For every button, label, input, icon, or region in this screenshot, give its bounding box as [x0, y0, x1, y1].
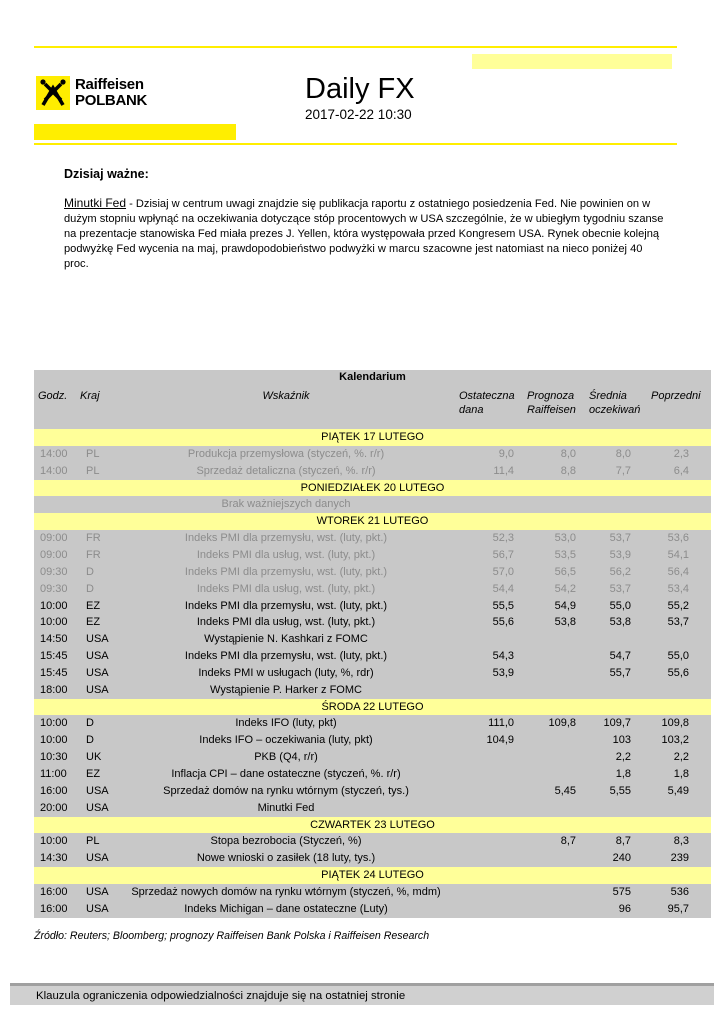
cell-final: 55,5 [492, 600, 514, 612]
cell-indicator: Sprzedaż domów na rynku wtórnym (styczeń, tys.) [163, 785, 409, 797]
cell-time: 16:00 [40, 903, 68, 915]
cell-average: 1,8 [615, 768, 631, 780]
cell-previous: 536 [670, 886, 689, 898]
cell-indicator: Wystąpienie P. Harker z FOMC [210, 684, 362, 696]
calendar-row [34, 614, 711, 631]
cell-time: 10:00 [40, 835, 68, 847]
cell-previous: 8,3 [673, 835, 689, 847]
cell-previous: 55,0 [667, 650, 689, 662]
cell-country: D [86, 566, 94, 578]
cell-time: 20:00 [40, 802, 68, 814]
cell-forecast: 53,0 [554, 532, 576, 544]
cell-country: USA [86, 852, 109, 864]
calendar-row [34, 800, 711, 817]
cell-previous: 2,3 [673, 448, 689, 460]
cell-final: 52,3 [492, 532, 514, 544]
cell-previous: 6,4 [673, 465, 689, 477]
cell-final: 111,0 [488, 717, 514, 729]
cell-final: 53,9 [492, 667, 514, 679]
calendar-row [34, 665, 711, 682]
cell-previous: 53,4 [667, 583, 689, 595]
calendar-row [34, 446, 711, 463]
cell-previous: 109,8 [661, 717, 689, 729]
important-paragraph [64, 196, 664, 272]
header-yellow-rule [34, 143, 677, 145]
cell-indicator: Brak ważniejszych danych [221, 498, 351, 510]
cell-average: 53,8 [609, 616, 631, 628]
calendar-title: Kalendarium [339, 371, 406, 383]
cell-previous: 55,6 [667, 667, 689, 679]
cell-indicator: Inflacja CPI – dane ostateczne (styczeń, %. r/r) [171, 768, 401, 780]
cell-final: 54,3 [492, 650, 514, 662]
cell-previous: 95,7 [667, 903, 689, 915]
cell-average: 2,2 [615, 751, 631, 763]
cell-indicator: PKB (Q4, r/r) [254, 751, 318, 763]
important-heading: Dzisiaj ważne: [64, 167, 149, 181]
cell-country: D [86, 734, 94, 746]
day-header-row: PONIEDZIAŁEK 20 LUTEGO [34, 480, 711, 497]
calendar-row [34, 598, 711, 615]
cell-time: 11:00 [40, 768, 67, 780]
cell-time: 16:00 [40, 785, 68, 797]
cell-time: 15:45 [40, 667, 68, 679]
cell-country: EZ [86, 768, 101, 780]
cell-forecast: 53,8 [554, 616, 576, 628]
cell-indicator: Indeks PMI dla usług, wst. (luty, pkt.) [196, 549, 376, 561]
top-yellow-block [472, 54, 672, 69]
calendar-row [34, 682, 711, 699]
brand-line2: POLBANK [75, 92, 148, 109]
cell-previous: 5,49 [667, 785, 689, 797]
cell-indicator: Indeks Michigan – dane ostateczne (Luty) [184, 903, 388, 915]
raiffeisen-gable-cross-icon [36, 76, 70, 110]
cell-time: 14:00 [40, 465, 68, 477]
cell-country: USA [86, 785, 109, 797]
cell-final: 9,0 [498, 448, 514, 460]
cell-forecast: 8,0 [560, 448, 576, 460]
col-average-l1: Średnia [589, 390, 627, 402]
raiffeisen-polbank-logo [36, 76, 161, 110]
day-header-row: PIĄTEK 24 LUTEGO [34, 867, 711, 884]
calendar-row [34, 496, 711, 513]
cell-forecast: 109,8 [548, 717, 576, 729]
cell-time: 14:30 [40, 852, 68, 864]
cell-average: 53,7 [609, 532, 631, 544]
cell-time: 16:00 [40, 886, 68, 898]
cell-average: 53,7 [609, 583, 631, 595]
cell-indicator: Indeks PMI dla usług, wst. (luty, pkt.) [196, 583, 376, 595]
page-title: Daily FX [305, 73, 415, 105]
cell-country: FR [86, 532, 101, 544]
calendar-row [34, 648, 711, 665]
calendar-header [34, 370, 711, 429]
cell-indicator: Wystąpienie N. Kashkari z FOMC [204, 633, 368, 645]
cell-indicator: Indeks PMI dla przemysłu, wst. (luty, pkt.) [184, 566, 388, 578]
cell-country: PL [86, 465, 100, 477]
calendar-row [34, 884, 711, 901]
cell-forecast: 54,9 [554, 600, 576, 612]
cell-average: 8,7 [615, 835, 631, 847]
cell-country: D [86, 717, 94, 729]
cell-final: 11,4 [493, 465, 514, 477]
cell-final: 54,4 [492, 583, 514, 595]
calendar-row [34, 463, 711, 480]
calendar-row [34, 833, 711, 850]
cell-indicator: Nowe wnioski o zasiłek (18 luty, tys.) [196, 852, 376, 864]
cell-country: D [86, 583, 94, 595]
important-text: - Dzisiaj w centrum uwagi znajdzie się publikacja raportu z ostatniego posiedzenia Fed. Nie powinien on w dużym stopniu wpłynąć na oczekiwania dotyczące stóp procentowych w USA szczególnie, że w ubiegłym tygodniu szanse na prezentacje stanowiska Fed miała prezes J. Yellen, która występowała przed Kongresem USA. Rynek obecnie kolejną podwyżkę Fed wycenia na maj, prawdopodobieństwo podwyżki w marcu szacowne jest natomiast na nieco poniżej 40 proc. [64, 198, 664, 270]
cell-average: 103 [612, 734, 631, 746]
cell-time: 14:00 [40, 448, 68, 460]
calendar-row [34, 631, 711, 648]
cell-time: 15:45 [40, 650, 68, 662]
cell-forecast: 54,2 [554, 583, 576, 595]
left-yellow-block [34, 124, 236, 140]
col-final-l2: dana [459, 404, 484, 416]
col-average-l2: oczekiwań [589, 404, 641, 416]
cell-average: 56,2 [609, 566, 631, 578]
cell-previous: 2,2 [673, 751, 689, 763]
col-country: Kraj [80, 390, 100, 402]
cell-country: USA [86, 903, 109, 915]
calendar-row [34, 850, 711, 867]
cell-indicator: Indeks IFO (luty, pkt) [235, 717, 337, 729]
cell-time: 10:00 [40, 717, 68, 729]
cell-time: 09:00 [40, 532, 68, 544]
calendar-row [34, 732, 711, 749]
cell-forecast: 56,5 [554, 566, 576, 578]
cell-indicator: Sprzedaż detaliczna (styczeń, %. r/r) [196, 465, 376, 477]
cell-time: 09:30 [40, 583, 68, 595]
source-note: Źródło: Reuters; Bloomberg; prognozy Raiffeisen Bank Polska i Raiffeisen Research [34, 930, 430, 942]
calendar-row [34, 783, 711, 800]
cell-time: 09:30 [40, 566, 68, 578]
cell-previous: 54,1 [667, 549, 689, 561]
cell-average: 55,0 [609, 600, 631, 612]
footer-rule [10, 983, 714, 986]
cell-time: 09:00 [40, 549, 68, 561]
cell-indicator: Indeks PMI dla usług, wst. (luty, pkt.) [196, 616, 376, 628]
calendar-row [34, 715, 711, 732]
cell-previous: 53,6 [667, 532, 689, 544]
col-previous: Poprzedni [651, 390, 701, 402]
cell-country: PL [86, 835, 100, 847]
cell-indicator: Produkcja przemysłowa (styczeń, %. r/r) [187, 448, 385, 460]
cell-previous: 239 [670, 852, 689, 864]
cell-country: USA [86, 650, 109, 662]
calendar-row [34, 581, 711, 598]
cell-average: 54,7 [609, 650, 631, 662]
col-time: Godz. [38, 390, 68, 402]
cell-average: 96 [618, 903, 631, 915]
col-forecast-l1: Prognoza [527, 390, 575, 402]
col-indicator: Wskaźnik [262, 390, 310, 402]
cell-previous: 103,2 [661, 734, 689, 746]
cell-average: 5,55 [609, 785, 631, 797]
cell-final: 56,7 [492, 549, 514, 561]
cell-final: 55,6 [492, 616, 514, 628]
cell-country: EZ [86, 616, 101, 628]
cell-time: 10:00 [40, 616, 68, 628]
cell-previous: 56,4 [667, 566, 689, 578]
cell-indicator: Indeks PMI dla przemysłu, wst. (luty, pkt.) [184, 532, 388, 544]
cell-previous: 55,2 [667, 600, 689, 612]
cell-time: 14:50 [40, 633, 68, 645]
disclaimer-text: Klauzula ograniczenia odpowiedzialności znajduje się na ostatniej stronie [36, 990, 406, 1002]
col-forecast-l2: Raiffeisen [527, 404, 576, 416]
cell-indicator: Indeks IFO – oczekiwania (luty, pkt) [199, 734, 373, 746]
cell-average: 575 [612, 886, 631, 898]
cell-time: 10:00 [40, 734, 68, 746]
cell-country: USA [86, 802, 109, 814]
calendar-row [34, 766, 711, 783]
cell-time: 10:00 [40, 600, 68, 612]
cell-indicator: Indeks PMI w usługach (luty, %, rdr) [198, 667, 374, 679]
col-final-l1: Ostateczna [459, 390, 515, 402]
cell-previous: 53,7 [667, 616, 689, 628]
cell-previous: 1,8 [673, 768, 689, 780]
cell-final: 104,9 [486, 734, 514, 746]
cell-time: 10:30 [40, 751, 68, 763]
cell-country: EZ [86, 600, 101, 612]
day-header-row: WTOREK 21 LUTEGO [34, 513, 711, 530]
brand-line1: Raiffeisen [75, 76, 144, 93]
cell-forecast: 8,8 [560, 465, 576, 477]
cell-average: 240 [612, 852, 631, 864]
day-header-row: CZWARTEK 23 LUTEGO [34, 817, 711, 834]
calendar-row [34, 564, 711, 581]
cell-time: 18:00 [40, 684, 68, 696]
cell-country: UK [86, 751, 102, 763]
cell-average: 53,9 [609, 549, 631, 561]
cell-average: 109,7 [603, 717, 631, 729]
cell-forecast: 8,7 [560, 835, 576, 847]
top-yellow-rule [34, 46, 677, 48]
cell-average: 55,7 [609, 667, 631, 679]
cell-indicator: Sprzedaż nowych domów na rynku wtórnym (styczeń, %, mdm) [131, 886, 441, 898]
important-topic: Minutki Fed [64, 196, 127, 210]
cell-average: 8,0 [615, 448, 631, 460]
report-date: 2017-02-22 10:30 [305, 107, 412, 122]
cell-country: USA [86, 667, 109, 679]
calendar-row [34, 901, 711, 918]
cell-average: 7,7 [615, 465, 631, 477]
cell-country: USA [86, 633, 109, 645]
cell-indicator: Minutki Fed [257, 802, 315, 814]
cell-country: USA [86, 886, 109, 898]
calendar-row [34, 530, 711, 547]
day-header-row: PIĄTEK 17 LUTEGO [34, 429, 711, 446]
cell-country: FR [86, 549, 101, 561]
calendar-row [34, 749, 711, 766]
cell-indicator: Indeks PMI dla przemysłu, wst. (luty, pkt.) [184, 650, 388, 662]
day-header-row: ŚRODA 22 LUTEGO [34, 699, 711, 716]
cell-country: PL [86, 448, 100, 460]
cell-indicator: Stopa bezrobocia (Styczeń, %) [210, 835, 362, 847]
cell-indicator: Indeks PMI dla przemysłu, wst. (luty, pkt.) [184, 600, 388, 612]
cell-forecast: 53,5 [554, 549, 576, 561]
cell-country: USA [86, 684, 109, 696]
cell-forecast: 5,45 [554, 785, 576, 797]
calendar-row [34, 547, 711, 564]
cell-final: 57,0 [492, 566, 514, 578]
